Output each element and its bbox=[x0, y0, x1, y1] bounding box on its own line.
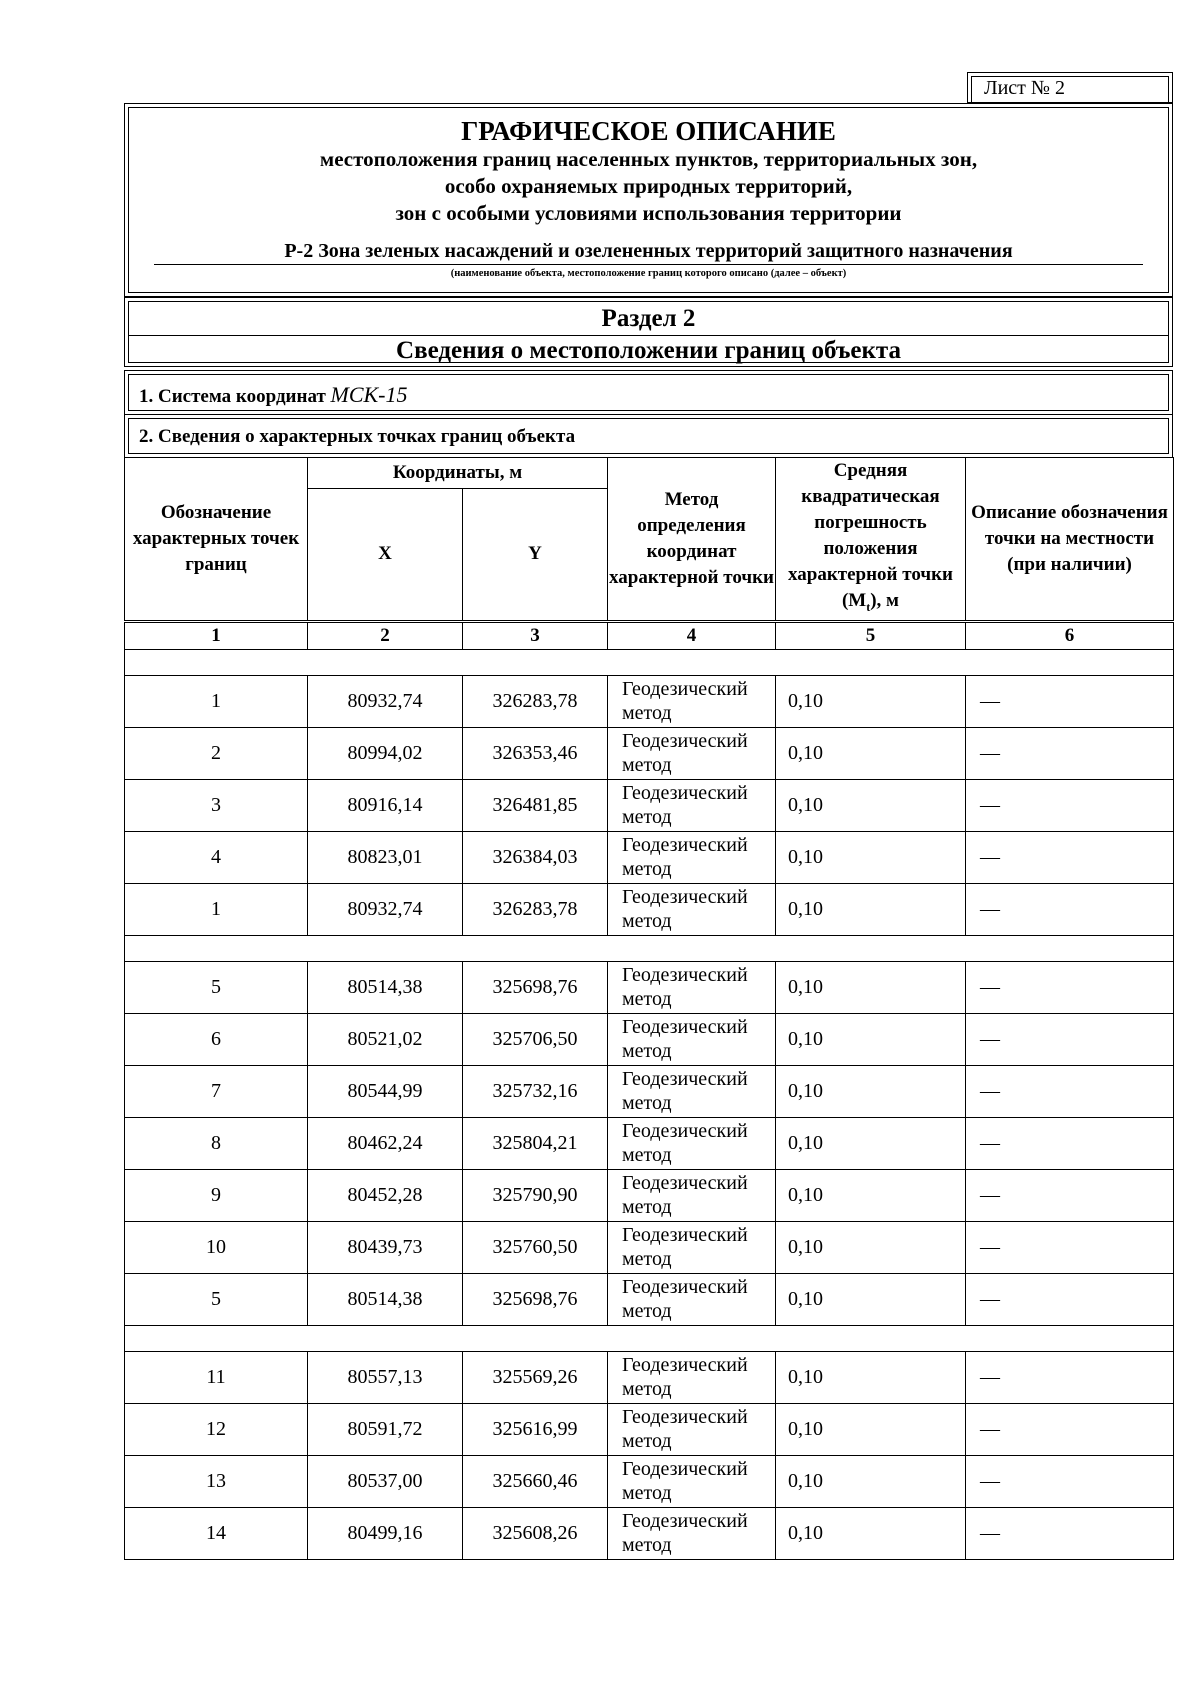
group-separator-cell bbox=[125, 649, 1174, 675]
y-cell: 325608,26 bbox=[463, 1507, 608, 1559]
point-cell: 4 bbox=[125, 831, 308, 883]
header-x: X bbox=[308, 489, 463, 622]
y-cell: 326481,85 bbox=[463, 779, 608, 831]
y-cell: 326283,78 bbox=[463, 675, 608, 727]
error-cell: 0,10 bbox=[776, 961, 966, 1013]
point-cell: 7 bbox=[125, 1065, 308, 1117]
method-cell: Геодезический метод bbox=[608, 1169, 776, 1221]
point-cell: 8 bbox=[125, 1117, 308, 1169]
point-cell: 10 bbox=[125, 1221, 308, 1273]
x-cell: 80462,24 bbox=[308, 1117, 463, 1169]
points-heading: 2. Сведения о характерных точках границ объекта bbox=[128, 418, 1169, 454]
subtitle-line-3: зон с особыми условиями использования территории bbox=[395, 201, 902, 225]
header-designation: Обозначение характерных точек границ bbox=[125, 458, 308, 622]
document-header bbox=[124, 103, 1173, 297]
coord-system-label: 1. Система координат bbox=[139, 386, 326, 407]
column-number: 4 bbox=[608, 621, 776, 649]
point-cell: 5 bbox=[125, 1273, 308, 1325]
points-heading-row bbox=[124, 414, 1173, 458]
table-row bbox=[125, 1117, 1174, 1169]
point-cell: 9 bbox=[125, 1169, 308, 1221]
error-cell: 0,10 bbox=[776, 675, 966, 727]
point-cell: 11 bbox=[125, 1351, 308, 1403]
error-cell: 0,10 bbox=[776, 1403, 966, 1455]
y-cell: 325732,16 bbox=[463, 1065, 608, 1117]
description-cell: — bbox=[966, 675, 1174, 727]
sheet-number-box bbox=[967, 72, 1173, 103]
x-cell: 80452,28 bbox=[308, 1169, 463, 1221]
error-cell: 0,10 bbox=[776, 1117, 966, 1169]
description-cell: — bbox=[966, 1351, 1174, 1403]
method-cell: Геодезический метод bbox=[608, 831, 776, 883]
point-cell: 14 bbox=[125, 1507, 308, 1559]
method-cell: Геодезический метод bbox=[608, 961, 776, 1013]
method-cell: Геодезический метод bbox=[608, 1117, 776, 1169]
x-cell: 80521,02 bbox=[308, 1013, 463, 1065]
description-cell: — bbox=[966, 961, 1174, 1013]
y-cell: 325698,76 bbox=[463, 961, 608, 1013]
description-cell: — bbox=[966, 1273, 1174, 1325]
table-row bbox=[125, 1351, 1174, 1403]
table-row bbox=[125, 1403, 1174, 1455]
error-cell: 0,10 bbox=[776, 1065, 966, 1117]
column-number: 6 bbox=[966, 621, 1174, 649]
table-row bbox=[125, 727, 1174, 779]
object-name: Р-2 Зона зеленых насаждений и озелененных территорий защитного назначения bbox=[154, 239, 1143, 265]
point-cell: 12 bbox=[125, 1403, 308, 1455]
header-description: Описание обозначения точки на местности (при наличии) bbox=[966, 458, 1174, 622]
header-error-main: Средняя квадратическая погрешность положения характерной точки (M bbox=[788, 460, 953, 611]
subtitle-line-2: особо охраняемых природных территорий, bbox=[444, 174, 853, 198]
table-row bbox=[125, 1273, 1174, 1325]
x-cell: 80932,74 bbox=[308, 675, 463, 727]
x-cell: 80499,16 bbox=[308, 1507, 463, 1559]
y-cell: 325698,76 bbox=[463, 1273, 608, 1325]
description-cell: — bbox=[966, 1117, 1174, 1169]
y-cell: 326353,46 bbox=[463, 727, 608, 779]
section-header bbox=[124, 297, 1173, 367]
error-cell: 0,10 bbox=[776, 1455, 966, 1507]
y-cell: 325706,50 bbox=[463, 1013, 608, 1065]
y-cell: 325660,46 bbox=[463, 1455, 608, 1507]
method-cell: Геодезический метод bbox=[608, 1507, 776, 1559]
sheet-number: Лист № 2 bbox=[971, 76, 1169, 102]
x-cell: 80557,13 bbox=[308, 1351, 463, 1403]
description-cell: — bbox=[966, 1221, 1174, 1273]
column-number: 5 bbox=[776, 621, 966, 649]
table-row bbox=[125, 961, 1174, 1013]
description-cell: — bbox=[966, 1455, 1174, 1507]
table-row bbox=[125, 675, 1174, 727]
point-cell: 13 bbox=[125, 1455, 308, 1507]
error-cell: 0,10 bbox=[776, 1351, 966, 1403]
method-cell: Геодезический метод bbox=[608, 1351, 776, 1403]
description-cell: — bbox=[966, 1507, 1174, 1559]
point-cell: 1 bbox=[125, 883, 308, 935]
column-number: 3 bbox=[463, 621, 608, 649]
point-cell: 2 bbox=[125, 727, 308, 779]
table-row bbox=[125, 779, 1174, 831]
error-cell: 0,10 bbox=[776, 779, 966, 831]
point-cell: 3 bbox=[125, 779, 308, 831]
header-method: Метод определения координат характерной точки bbox=[608, 458, 776, 622]
x-cell: 80994,02 bbox=[308, 727, 463, 779]
method-cell: Геодезический метод bbox=[608, 675, 776, 727]
object-name-note: (наименование объекта, местоположение границ которого описано (далее – объект) bbox=[450, 268, 847, 279]
column-number: 2 bbox=[308, 621, 463, 649]
x-cell: 80439,73 bbox=[308, 1221, 463, 1273]
method-cell: Геодезический метод bbox=[608, 1273, 776, 1325]
header-y: Y bbox=[463, 489, 608, 622]
y-cell: 325616,99 bbox=[463, 1403, 608, 1455]
section-number: Раздел 2 bbox=[129, 302, 1168, 336]
table-row bbox=[125, 1169, 1174, 1221]
section-title: Сведения о местоположении границ объекта bbox=[396, 337, 901, 364]
method-cell: Геодезический метод bbox=[608, 1013, 776, 1065]
y-cell: 325790,90 bbox=[463, 1169, 608, 1221]
error-cell: 0,10 bbox=[776, 1273, 966, 1325]
description-cell: — bbox=[966, 779, 1174, 831]
y-cell: 326283,78 bbox=[463, 883, 608, 935]
x-cell: 80514,38 bbox=[308, 1273, 463, 1325]
method-cell: Геодезический метод bbox=[608, 1065, 776, 1117]
method-cell: Геодезический метод bbox=[608, 779, 776, 831]
error-cell: 0,10 bbox=[776, 727, 966, 779]
method-cell: Геодезический метод bbox=[608, 1403, 776, 1455]
table-row bbox=[125, 1013, 1174, 1065]
y-cell: 325804,21 bbox=[463, 1117, 608, 1169]
table-row bbox=[125, 1455, 1174, 1507]
method-cell: Геодезический метод bbox=[608, 1221, 776, 1273]
header-coordinates: Координаты, м bbox=[308, 458, 608, 489]
method-cell: Геодезический метод bbox=[608, 727, 776, 779]
error-cell: 0,10 bbox=[776, 1221, 966, 1273]
document-title: ГРАФИЧЕСКОЕ ОПИСАНИЕ bbox=[461, 116, 836, 146]
column-number: 1 bbox=[125, 621, 308, 649]
method-cell: Геодезический метод bbox=[608, 883, 776, 935]
group-separator-row bbox=[125, 649, 1174, 675]
table-row bbox=[125, 831, 1174, 883]
group-separator-row bbox=[125, 1325, 1174, 1351]
group-separator-row bbox=[125, 935, 1174, 961]
point-cell: 5 bbox=[125, 961, 308, 1013]
header-error-tail: ), м bbox=[870, 590, 900, 611]
x-cell: 80916,14 bbox=[308, 779, 463, 831]
coord-system-value: МСК-15 bbox=[330, 382, 408, 407]
x-cell: 80514,38 bbox=[308, 961, 463, 1013]
table-row bbox=[125, 1221, 1174, 1273]
description-cell: — bbox=[966, 727, 1174, 779]
table-row bbox=[125, 1507, 1174, 1559]
error-cell: 0,10 bbox=[776, 1013, 966, 1065]
x-cell: 80932,74 bbox=[308, 883, 463, 935]
x-cell: 80544,99 bbox=[308, 1065, 463, 1117]
description-cell: — bbox=[966, 883, 1174, 935]
point-cell: 1 bbox=[125, 675, 308, 727]
y-cell: 325569,26 bbox=[463, 1351, 608, 1403]
y-cell: 326384,03 bbox=[463, 831, 608, 883]
description-cell: — bbox=[966, 1065, 1174, 1117]
description-cell: — bbox=[966, 831, 1174, 883]
y-cell: 325760,50 bbox=[463, 1221, 608, 1273]
description-cell: — bbox=[966, 1169, 1174, 1221]
description-cell: — bbox=[966, 1013, 1174, 1065]
coord-system-row bbox=[124, 370, 1173, 415]
error-cell: 0,10 bbox=[776, 883, 966, 935]
subtitle-line-1: местоположения границ населенных пунктов, территориальных зон, bbox=[319, 147, 978, 171]
method-cell: Геодезический метод bbox=[608, 1455, 776, 1507]
error-cell: 0,10 bbox=[776, 1507, 966, 1559]
header-error bbox=[776, 458, 966, 622]
group-separator-cell bbox=[125, 935, 1174, 961]
header-error-sub: t bbox=[866, 599, 871, 614]
point-cell: 6 bbox=[125, 1013, 308, 1065]
error-cell: 0,10 bbox=[776, 1169, 966, 1221]
description-cell: — bbox=[966, 1403, 1174, 1455]
x-cell: 80823,01 bbox=[308, 831, 463, 883]
table-row bbox=[125, 1065, 1174, 1117]
error-cell: 0,10 bbox=[776, 831, 966, 883]
boundary-points-table bbox=[124, 457, 1174, 1560]
group-separator-cell bbox=[125, 1325, 1174, 1351]
x-cell: 80591,72 bbox=[308, 1403, 463, 1455]
table-row bbox=[125, 883, 1174, 935]
x-cell: 80537,00 bbox=[308, 1455, 463, 1507]
